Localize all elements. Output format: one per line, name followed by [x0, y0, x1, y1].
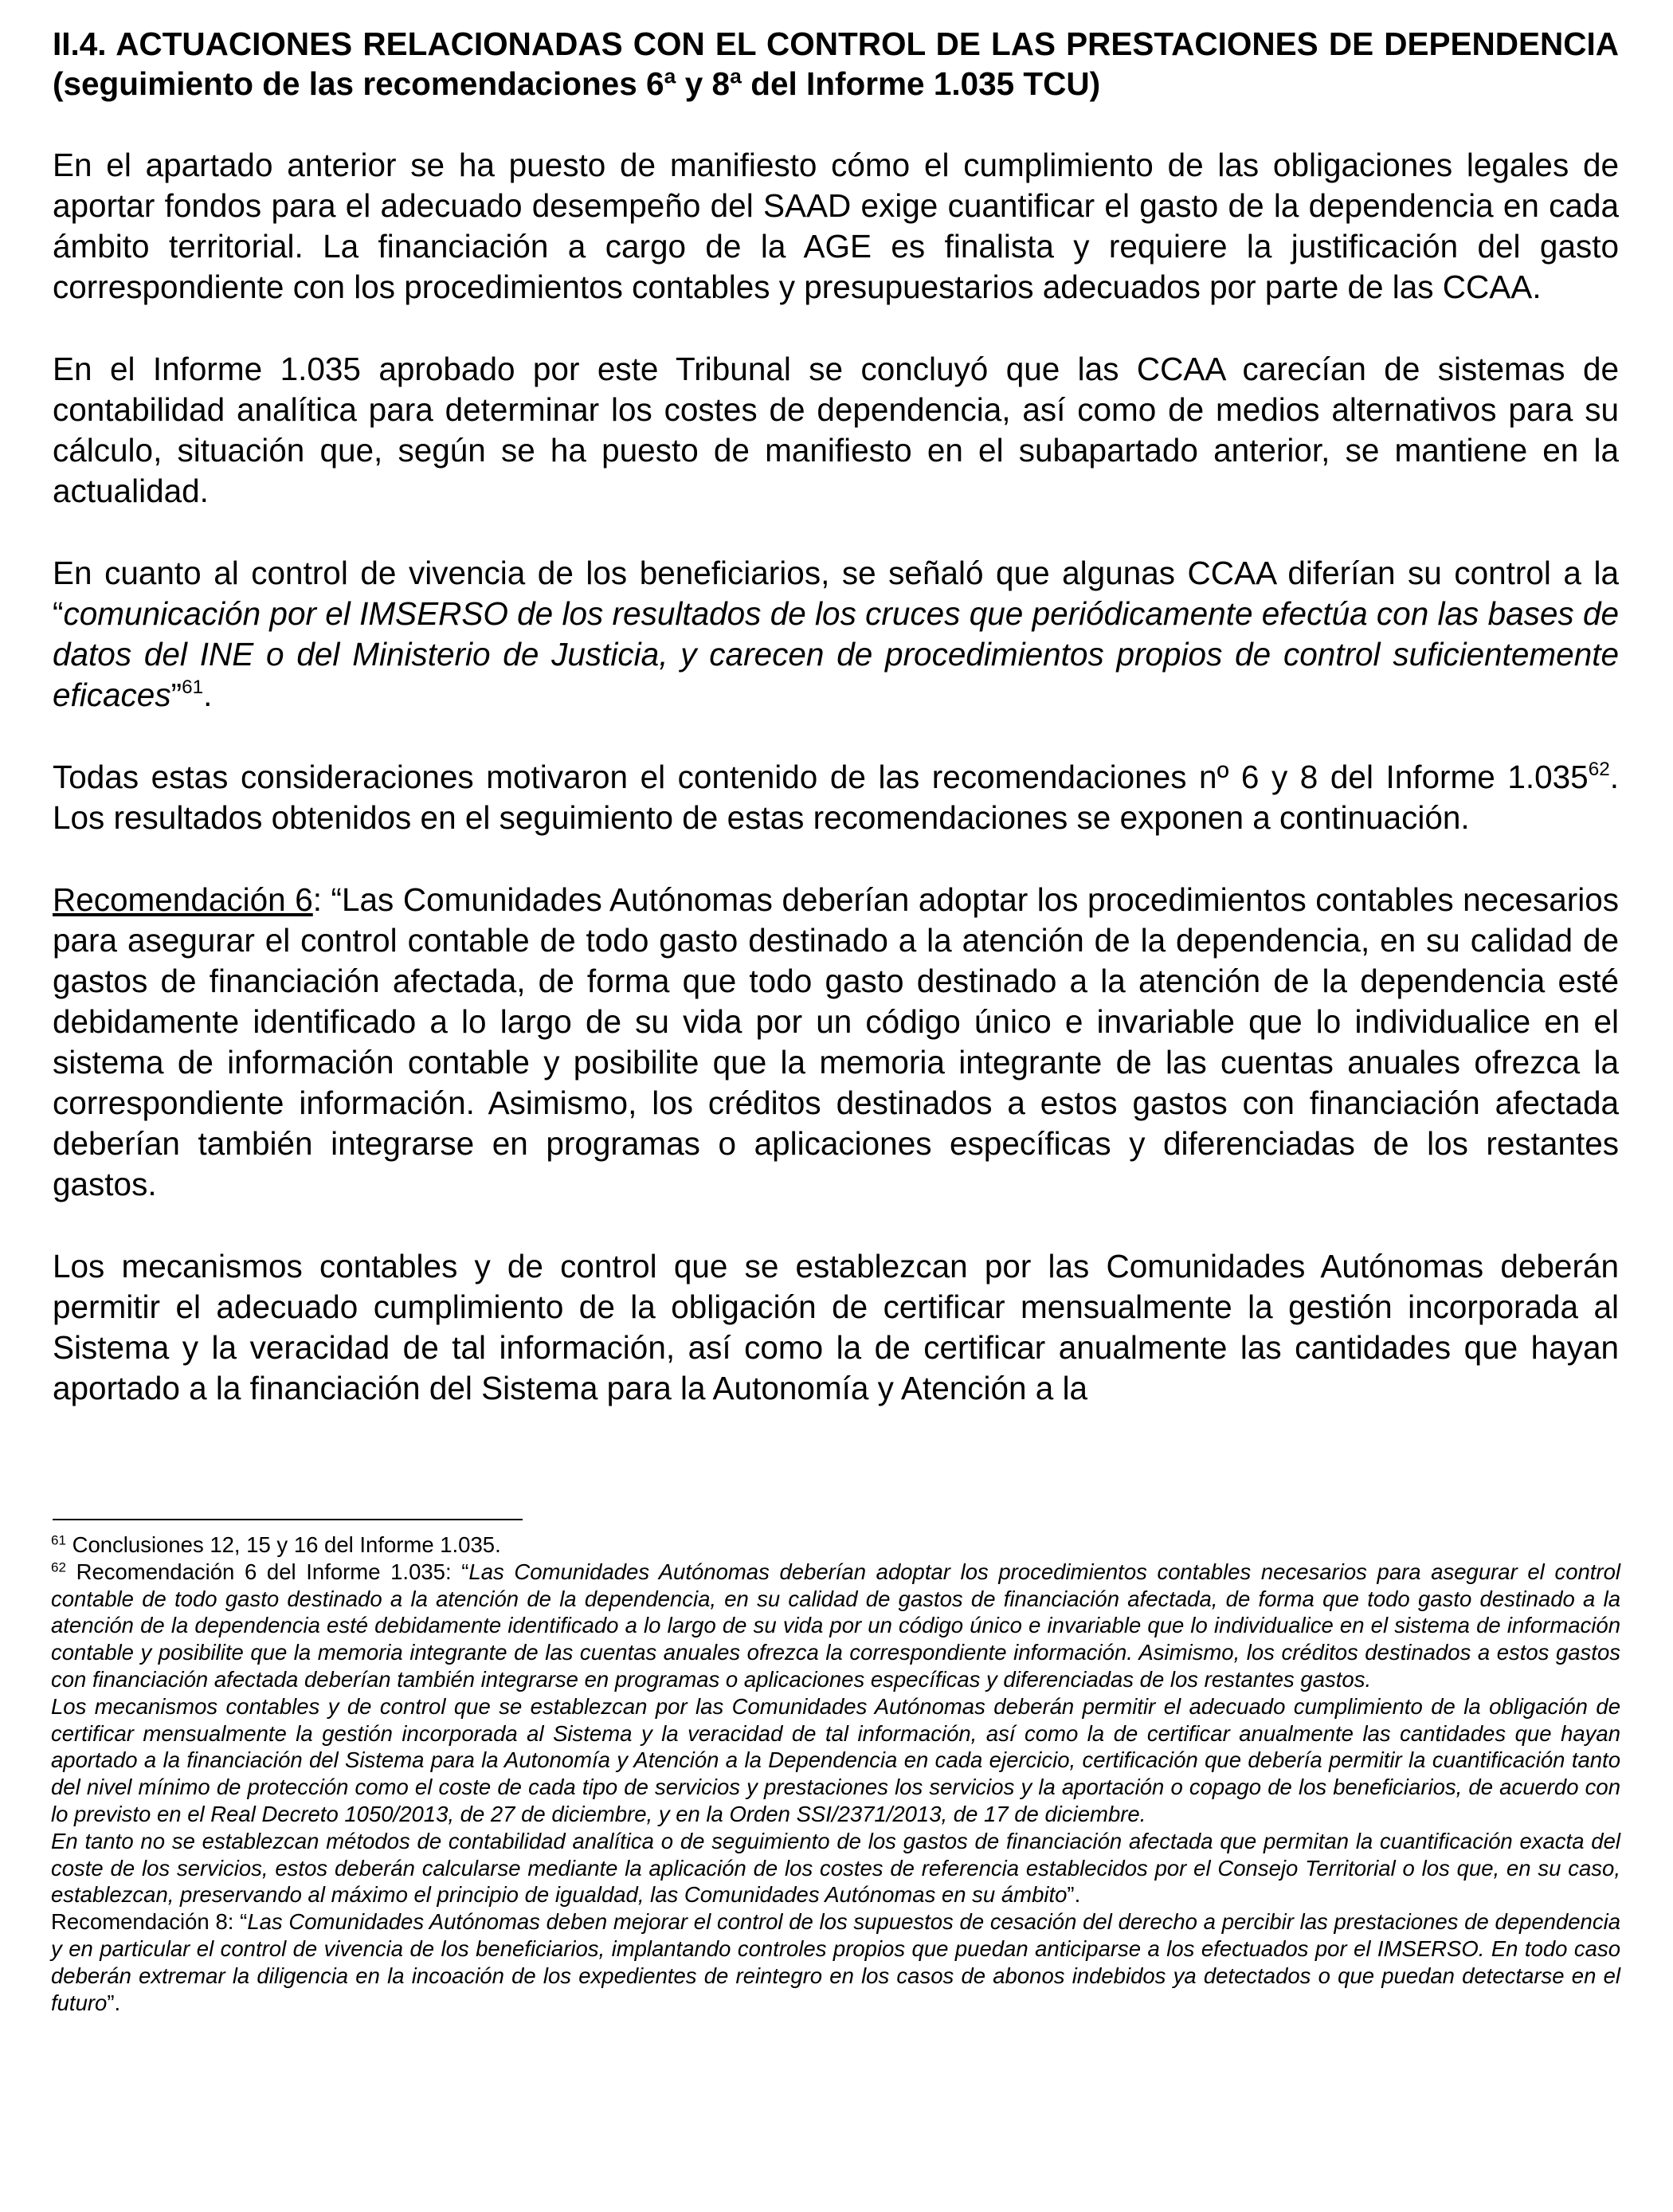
quoted-text-italic: comunicación por el IMSERSO de los resultados de los cruces que periódicamente efectúa con las bases de datos del INE o del Ministerio de Justicia, y carecen de procedimientos propios de control suficientemente eficaces: [53, 595, 1619, 713]
footnote-62-continuation: [51, 1828, 1620, 1908]
footnote-text: Recomendación 8: “: [51, 1909, 248, 1935]
paragraph-3: [53, 553, 1619, 716]
closing-quote: ”: [170, 677, 182, 713]
footnote-italic-text: Las Comunidades Autónomas deben mejorar el control de los supuestos de cesación del derecho a percibir las prestaciones de dependencia y en particular el control de vivencia de los beneficiarios, implantando controles propios que puedan anticiparse a los efectuados por el IMSERSO. En todo caso deberán extremar la diligencia en la incoación de los expedientes de reintegro en los casos de abonos indebidos ya detectados o que puedan detectarse en el futuro: [51, 1909, 1621, 2015]
paragraph-text-plain: Todas estas consideraciones motivaron el contenido de las recomendaciones nº 6 y 8 del Informe 1.035: [53, 759, 1589, 795]
footnote-ref-62[interactable]: 62: [1588, 759, 1610, 781]
footnote-62-continuation: [51, 1693, 1620, 1828]
paragraph-text: [53, 553, 1619, 716]
paragraph-text-plain: En cuanto al control de vivencia de los beneficiarios, se señaló que algunas CCAA diferían su control a la “: [53, 555, 1619, 632]
paragraph-4: [53, 757, 1619, 838]
footnote-separator: [53, 1519, 523, 1520]
footnote-62-recommendation-8: [51, 1908, 1620, 2016]
footnote-61: [51, 1532, 1620, 1559]
paragraph-2: [53, 349, 1619, 512]
section-number: II.4.: [53, 25, 107, 62]
paragraph-text: En el apartado anterior se ha puesto de manifiesto cómo el cumplimiento de las obligaciones legales de aportar fondos para el adecuado desempeño del SAAD exige cuantificar el gasto de la dependencia en cada ámbito territorial. La financiación a cargo de la AGE es finalista y requiere la justificación del gasto correspondiente con los procedimientos contables y presupuestarios adecuados por parte de las CCAA.: [53, 147, 1619, 305]
paragraph-1: [53, 145, 1619, 308]
footnote-text: Conclusiones 12, 15 y 16 del Informe 1.035.: [65, 1532, 501, 1557]
footnote-number: 61: [51, 1532, 66, 1548]
paragraph-text: [53, 880, 1619, 1205]
section-title: ACTUACIONES RELACIONADAS CON EL CONTROL DE LAS PRESTACIONES DE DEPENDENCIA (seguimiento de las recomendaciones 6ª y 8ª del Informe 1.035 TCU): [53, 25, 1620, 102]
footnote-closing-quote: ”.: [107, 1990, 121, 2015]
paragraph-6: [53, 1246, 1619, 1409]
footnotes-section: [51, 1532, 1620, 2016]
paragraph-text: [53, 757, 1619, 838]
paragraph-text-end: . Los resultados obtenidos en el seguimiento de estas recomendaciones se exponen a continuación.: [53, 759, 1619, 836]
footnote-closing-quote: ”.: [1067, 1882, 1081, 1908]
footnote-number: 62: [51, 1559, 66, 1575]
paragraph-text: En el Informe 1.035 aprobado por este Tribunal se concluyó que las CCAA carecían de sistemas de contabilidad analítica para determinar los costes de dependencia, así como de medios alternativos para su cálculo, situación que, según se ha puesto de manifiesto en el subapartado anterior, se mantiene en la actualidad.: [53, 351, 1619, 509]
recommendation-label: Recomendación 6: [53, 881, 313, 918]
footnote-italic-text: Las Comunidades Autónomas deberían adoptar los procedimientos contables necesarios para asegurar el control contable de todo gasto destinado a la atención de la dependencia, en su calidad de gastos de financiación afectada, de forma que todo gasto destinado a la atención de la dependencia esté debidamente identificado a lo largo de su vida por un código único e invariable que lo individualice en el sistema de información contable y posibilite que la memoria integrante de las cuentas anuales ofrezca la correspondiente información. Asimismo, los créditos destinados a estos gastos con financiación afectada deberían también integrarse en programas o aplicaciones específicas y diferenciadas de los restantes gastos.: [51, 1559, 1620, 1692]
footnote-text: Recomendación 6 del Informe 1.035: “: [65, 1559, 469, 1584]
section-heading: [53, 24, 1619, 104]
footnote-62: [51, 1559, 1620, 1693]
footnote-ref-61[interactable]: 61: [182, 677, 204, 699]
footnote-italic-text: Los mecanismos contables y de control que se establezcan por las Comunidades Autónomas deberán permitir el adecuado cumplimiento de la obligación de certificar mensualmente la gestión incorporada al Sistema y la veracidad de tal información, así como la de certificar anualmente las cantidades que hayan aportado a la financiación del Sistema para la Autonomía y Atención a la Dependencia en cada ejercicio, certificación que debería permitir la cuantificación tanto del nivel mínimo de protección como el coste de cada tipo de servicios y prestaciones los servicios y la aportación o copago de los beneficiarios, de acuerdo con lo previsto en el Real Decreto 1050/2013, de 27 de diciembre, y en la Orden SSI/2371/2013, de 17 de diciembre.: [51, 1693, 1620, 1826]
paragraph-text: Los mecanismos contables y de control que se establezcan por las Comunidades Autónomas deberán permitir el adecuado cumplimiento de la obligación de certificar mensualmente la gestión incorporada al Sistema y la veracidad de tal información, así como la de certificar anualmente las cantidades que hayan aportado a la financiación del Sistema para la Autonomía y Atención a la: [53, 1248, 1619, 1406]
recommendation-text: : “Las Comunidades Autónomas deberían adoptar los procedimientos contables necesarios para asegurar el control contable de todo gasto destinado a la atención de la dependencia, en su calidad de gastos de financiación afectada, de forma que todo gasto destinado a la atención de la dependencia esté debidamente identificado a lo largo de su vida por un código único e invariable que lo individualice en el sistema de información contable y posibilite que la memoria integrante de las cuentas anuales ofrezca la correspondiente información. Asimismo, los créditos destinados a estos gastos con financiación afectada deberían también integrarse en programas o aplicaciones específicas y diferenciadas de los restantes gastos.: [53, 881, 1619, 1202]
footnote-italic-text: En tanto no se establezcan métodos de contabilidad analítica o de seguimiento de los gastos de financiación afectada que permitan la cuantificación exacta del coste de los servicios, estos deberán calcularse mediante la aplicación de los costes de referencia establecidos por el Consejo Territorial o los que, en su caso, establezcan, preservando al máximo el principio de igualdad, las Comunidades Autónomas en su ámbito: [51, 1828, 1620, 1908]
paragraph-5: [53, 880, 1619, 1205]
paragraph-text-end: .: [203, 677, 213, 713]
